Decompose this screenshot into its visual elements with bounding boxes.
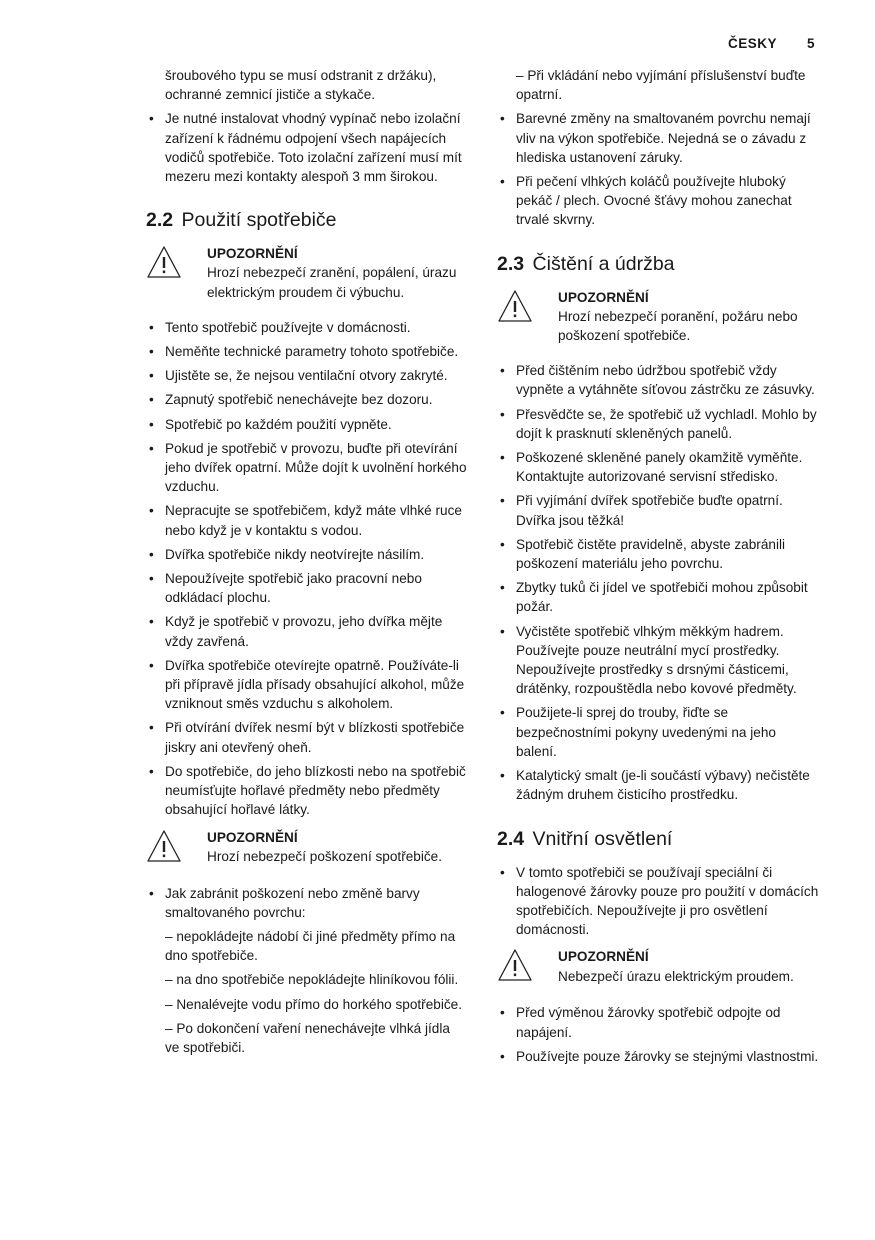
bullet-list xyxy=(497,1003,819,1066)
list-item: • Při otvírání dvířek nesmí být v blízkosti spotřebiče jiskry ani otevřený oheň. xyxy=(146,718,468,756)
warning-triangle-icon xyxy=(497,289,533,323)
section-heading-2-3 xyxy=(497,252,819,276)
list-item: • Zbytky tuků či jídel ve spotřebiči mohou způsobit požár. xyxy=(497,578,819,616)
section-title: Použití spotřebiče xyxy=(181,209,337,232)
list-item: • Poškozené skleněné panely okamžitě vyměňte. Kontaktujte autorizované servisní středisko. xyxy=(497,448,819,486)
list-item: • Dvířka spotřebiče otevírejte opatrně. Používáte-li při přípravě jídla přísady obsahující alkohol, může vzniknout směs vzduchu s alkoholem. xyxy=(146,656,468,714)
bullet-list xyxy=(146,884,468,1058)
section-number: 2.4 xyxy=(497,827,525,850)
list-item: • Dvířka spotřebiče nikdy neotvírejte násilím. xyxy=(146,545,468,564)
list-item: • Spotřebič po každém použití vypněte. xyxy=(146,415,468,434)
list-item: • Katalytický smalt (je-li součástí výbavy) nečistěte žádným druhem čisticího prostředku. xyxy=(497,766,819,804)
bullet-list xyxy=(497,863,819,940)
section-number: 2.2 xyxy=(146,209,174,232)
warning-title: UPOZORNĚNÍ xyxy=(558,289,649,305)
warning-text: Hrozí nebezpečí poškození spotřebiče. xyxy=(207,848,443,864)
page-header xyxy=(728,36,815,51)
warning-triangle-icon xyxy=(146,245,182,279)
section-heading-2-2 xyxy=(146,208,468,232)
list-item: • Při pečení vlhkých koláčů používejte hluboký pekáč / plech. Ovocné šťávy mohou zanechat trvalé skvrny. xyxy=(497,172,819,230)
section-number: 2.3 xyxy=(497,252,525,275)
warning-triangle-icon xyxy=(146,829,182,863)
list-item: • Tento spotřebič používejte v domácnosti. xyxy=(146,318,468,337)
list-item: • Neměňte technické parametry tohoto spotřebiče. xyxy=(146,342,468,361)
list-item: • Přesvědčte se, že spotřebič už vychladl. Mohlo by dojít k prasknutí skleněných panelů. xyxy=(497,405,819,443)
list-item: • Spotřebič čistěte pravidelně, abyste zabránili poškození materiálu jeho povrchu. xyxy=(497,535,819,573)
warning-box xyxy=(497,947,819,987)
sub-item: – Po dokončení vaření nenechávejte vlhká jídla ve spotřebiči. xyxy=(165,1020,450,1055)
warning-box xyxy=(146,244,468,302)
list-item: • Pokud je spotřebič v provozu, buďte při otevírání jeho dvířek opatrní. Může dojít k uvolnění horkého vzduchu. xyxy=(146,439,468,497)
right-column xyxy=(497,66,819,1071)
list-item: • Nepoužívejte spotřebič jako pracovní nebo odkládací plochu. xyxy=(146,569,468,607)
list-item xyxy=(146,884,468,1058)
section-heading-2-4 xyxy=(497,827,819,851)
list-item-text: Jak zabránit poškození nebo změně barvy smaltovaného povrchu: xyxy=(165,885,420,920)
list-item: • Nepracujte se spotřebičem, když máte vlhké ruce nebo když je v kontaktu s vodou. xyxy=(146,501,468,539)
warning-title: UPOZORNĚNÍ xyxy=(207,829,298,845)
list-item: • V tomto spotřebiči se používají speciální či halogenové žárovky pouze pro použití v domácích spotřebičích. Nepoužívejte ji pro osvětlení domácnosti. xyxy=(497,863,819,940)
section-title: Vnitřní osvětlení xyxy=(532,827,673,850)
section-title: Čištění a údržba xyxy=(532,252,675,275)
header-language: ČESKY xyxy=(727,36,777,51)
list-item: • Barevné změny na smaltovaném povrchu nemají vliv na výkon spotřebiče. Nejedná se o závadu z hlediska ustanovení záruky. xyxy=(497,109,819,167)
warning-text: Hrozí nebezpečí zranění, popálení, úrazu elektrickým proudem či výbuchu. xyxy=(207,265,457,300)
continuation-text: – Při vkládání nebo vyjímání příslušenství buďte opatrní. xyxy=(516,68,806,103)
list-item: • Před čištěním nebo údržbou spotřebič vždy vypněte a vytáhněte síťovou zástrčku ze zásuvky. xyxy=(497,361,819,399)
list-item: • Když je spotřebič v provozu, jeho dvířka mějte vždy zavřená. xyxy=(146,612,468,650)
list-item: • Použijete-li sprej do trouby, řiďte se bezpečnostními pokyny uvedenými na jeho balení. xyxy=(497,703,819,761)
warning-triangle-icon xyxy=(497,948,533,982)
page-number: 5 xyxy=(806,36,815,51)
list-item: • Používejte pouze žárovky se stejnými vlastnostmi. xyxy=(497,1047,819,1066)
list-item: • Zapnutý spotřebič nenechávejte bez dozoru. xyxy=(146,390,468,409)
list-item: • Vyčistěte spotřebič vlhkým měkkým hadrem. Používejte pouze neutrální mycí prostředky. Nepoužívejte prostředky s drsnými částicemi, drátěnky, rozpouštědla nebo kovové předměty. xyxy=(497,622,819,699)
sub-item: – nepokládejte nádobí či jiné předměty přímo na dno spotřebiče. xyxy=(165,928,456,964)
bullet-list xyxy=(497,109,819,229)
continuation-text: šroubového typu se musí odstranit z držáku), ochranné zemnicí jističe a stykače. xyxy=(165,68,437,103)
list-item: • Při vyjímání dvířek spotřebiče buďte opatrní. Dvířka jsou těžká! xyxy=(497,491,819,529)
list-item: • Je nutné instalovat vhodný vypínač nebo izolační zařízení k řádnému odpojení všech napájecích vodičů spotřebiče. Toto izolační zařízení musí mít mezeru mezi kontakty alespoň 3 mm širokou. xyxy=(146,109,468,186)
warning-box xyxy=(497,288,819,346)
list-item: • Do spotřebiče, do jeho blízkosti nebo na spotřebič neumísťujte hořlavé předměty nebo předměty obsahující hořlavé látky. xyxy=(146,762,468,820)
warning-text: Hrozí nebezpečí poranění, požáru nebo poškození spotřebiče. xyxy=(558,308,798,344)
bullet-list xyxy=(146,318,468,820)
warning-box xyxy=(146,828,468,868)
sub-item: – Nenalévejte vodu přímo do horkého spotřebiče. xyxy=(165,996,462,1012)
left-column xyxy=(146,66,468,1062)
list-item: • Před výměnou žárovky spotřebič odpojte od napájení. xyxy=(497,1003,819,1041)
bullet-list xyxy=(146,109,468,186)
sub-item: – na dno spotřebiče nepokládejte hliníkovou fólii. xyxy=(165,972,459,988)
bullet-list xyxy=(497,361,819,804)
warning-title: UPOZORNĚNÍ xyxy=(207,246,298,262)
warning-text: Nebezpečí úrazu elektrickým proudem. xyxy=(558,968,794,984)
list-item: • Ujistěte se, že nejsou ventilační otvory zakryté. xyxy=(146,366,468,385)
warning-title: UPOZORNĚNÍ xyxy=(558,949,649,965)
